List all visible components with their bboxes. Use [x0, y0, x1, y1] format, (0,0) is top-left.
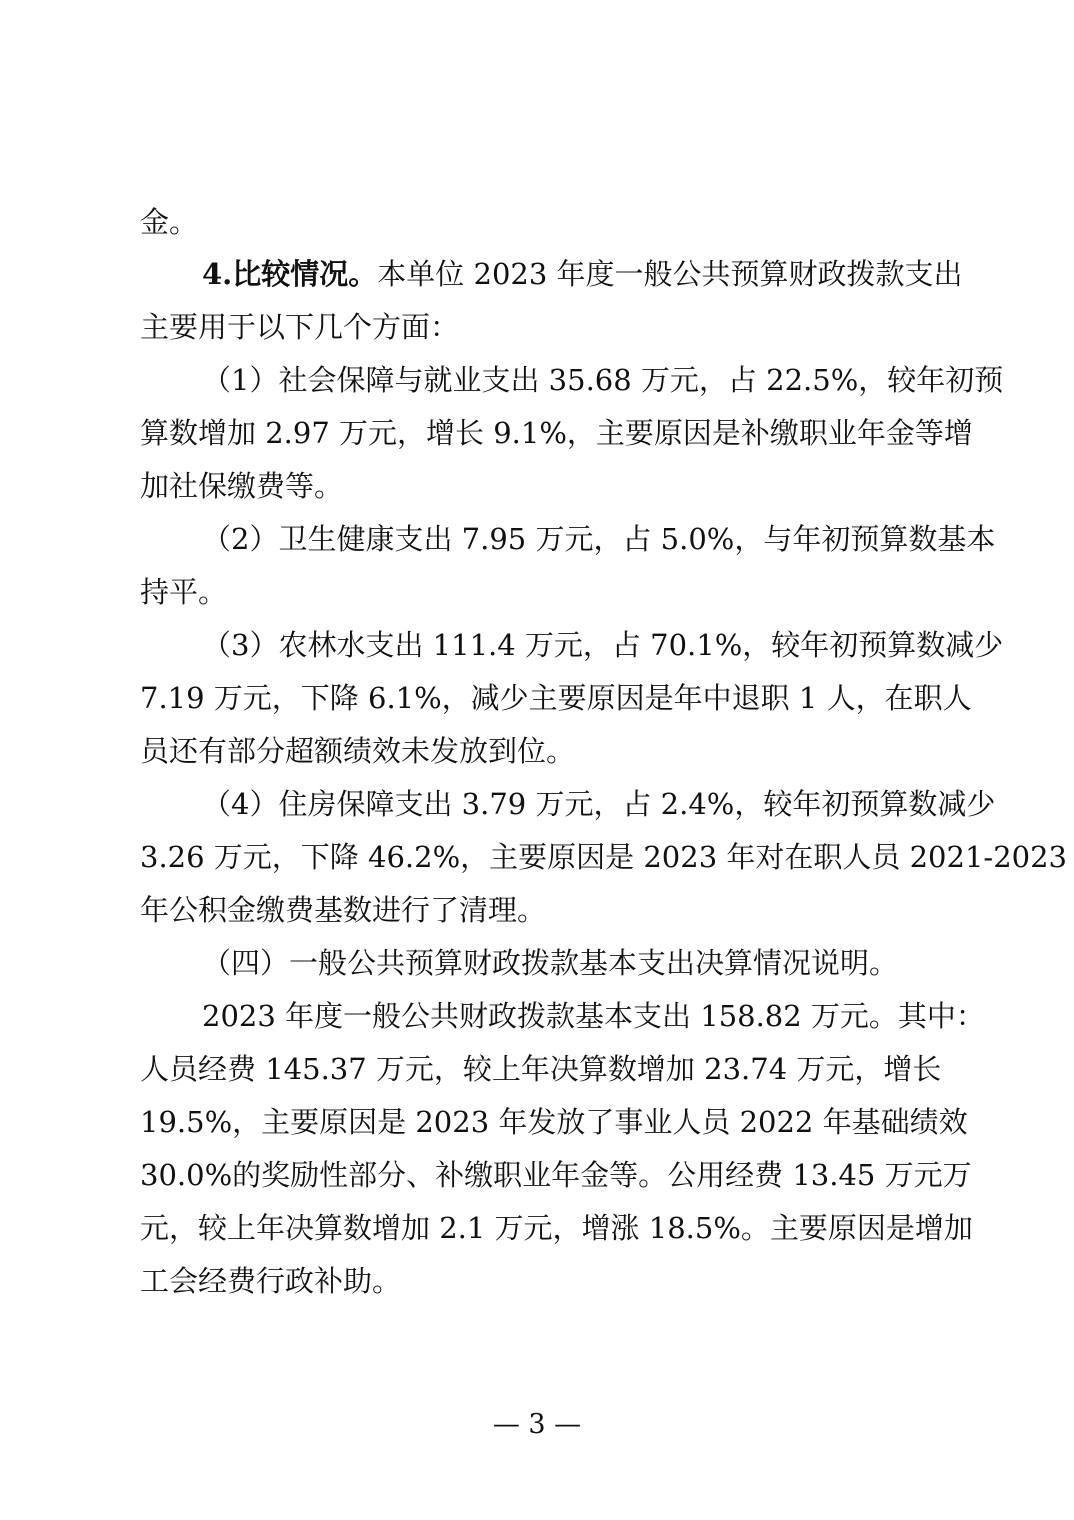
paragraph-line: （2）卫生健康支出 7.95 万元，占 5.0%，与年初预算数基本	[202, 522, 996, 556]
paragraph-line: （1）社会保障与就业支出 35.68 万元，占 22.5%，较年初预	[202, 363, 1004, 397]
paragraph-line: 19.5%，主要原因是 2023 年发放了事业人员 2022 年基础绩效	[140, 1105, 968, 1139]
paragraph-line: 2023 年度一般公共财政拨款基本支出 158.82 万元。其中：	[202, 999, 985, 1033]
page-number: — 3 —	[492, 1409, 582, 1440]
paragraph-line: 加社保缴费等。	[140, 469, 344, 503]
paragraph-line: 持平。	[140, 575, 228, 609]
paragraph-line: 工会经费行政补助。	[140, 1264, 402, 1298]
paragraph-line: 年公积金缴费基数进行了清理。	[140, 893, 547, 927]
paragraph-line: 算数增加 2.97 万元，增长 9.1%，主要原因是补缴职业年金等增	[140, 416, 973, 450]
section-heading-line	[202, 254, 963, 294]
paragraph-line: （3）农林水支出 111.4 万元，占 70.1%，较年初预算数减少	[202, 628, 1004, 662]
paragraph-line: 3.26 万元，下降 46.2%，主要原因是 2023 年对在职人员 2021-2023	[140, 840, 1067, 874]
paragraph-line: （4）住房保障支出 3.79 万元，占 2.4%，较年初预算数减少	[202, 787, 996, 821]
paragraph-line: 7.19 万元，下降 6.1%，减少主要原因是年中退职 1 人，在职人	[140, 681, 972, 715]
section-heading-bold: 4.比较情况。	[202, 257, 378, 291]
paragraph-line: 30.0%的奖励性部分、补缴职业年金等。公用经费 13.45 万元万	[140, 1158, 972, 1192]
section-heading-rest: 本单位 2023 年度一般公共预算财政拨款支出	[377, 257, 963, 291]
paragraph-line: 人员经费 145.37 万元，较上年决算数增加 23.74 万元，增长	[140, 1052, 942, 1086]
paragraph-line: 员还有部分超额绩效未发放到位。	[140, 734, 576, 768]
paragraph-line: 金。	[140, 205, 199, 239]
subsection-title: （四）一般公共预算财政拨款基本支出决算情况说明。	[202, 946, 899, 980]
paragraph-line: 元，较上年决算数增加 2.1 万元，增涨 18.5%。主要原因是增加	[140, 1211, 973, 1245]
paragraph-line: 主要用于以下几个方面：	[140, 310, 460, 344]
